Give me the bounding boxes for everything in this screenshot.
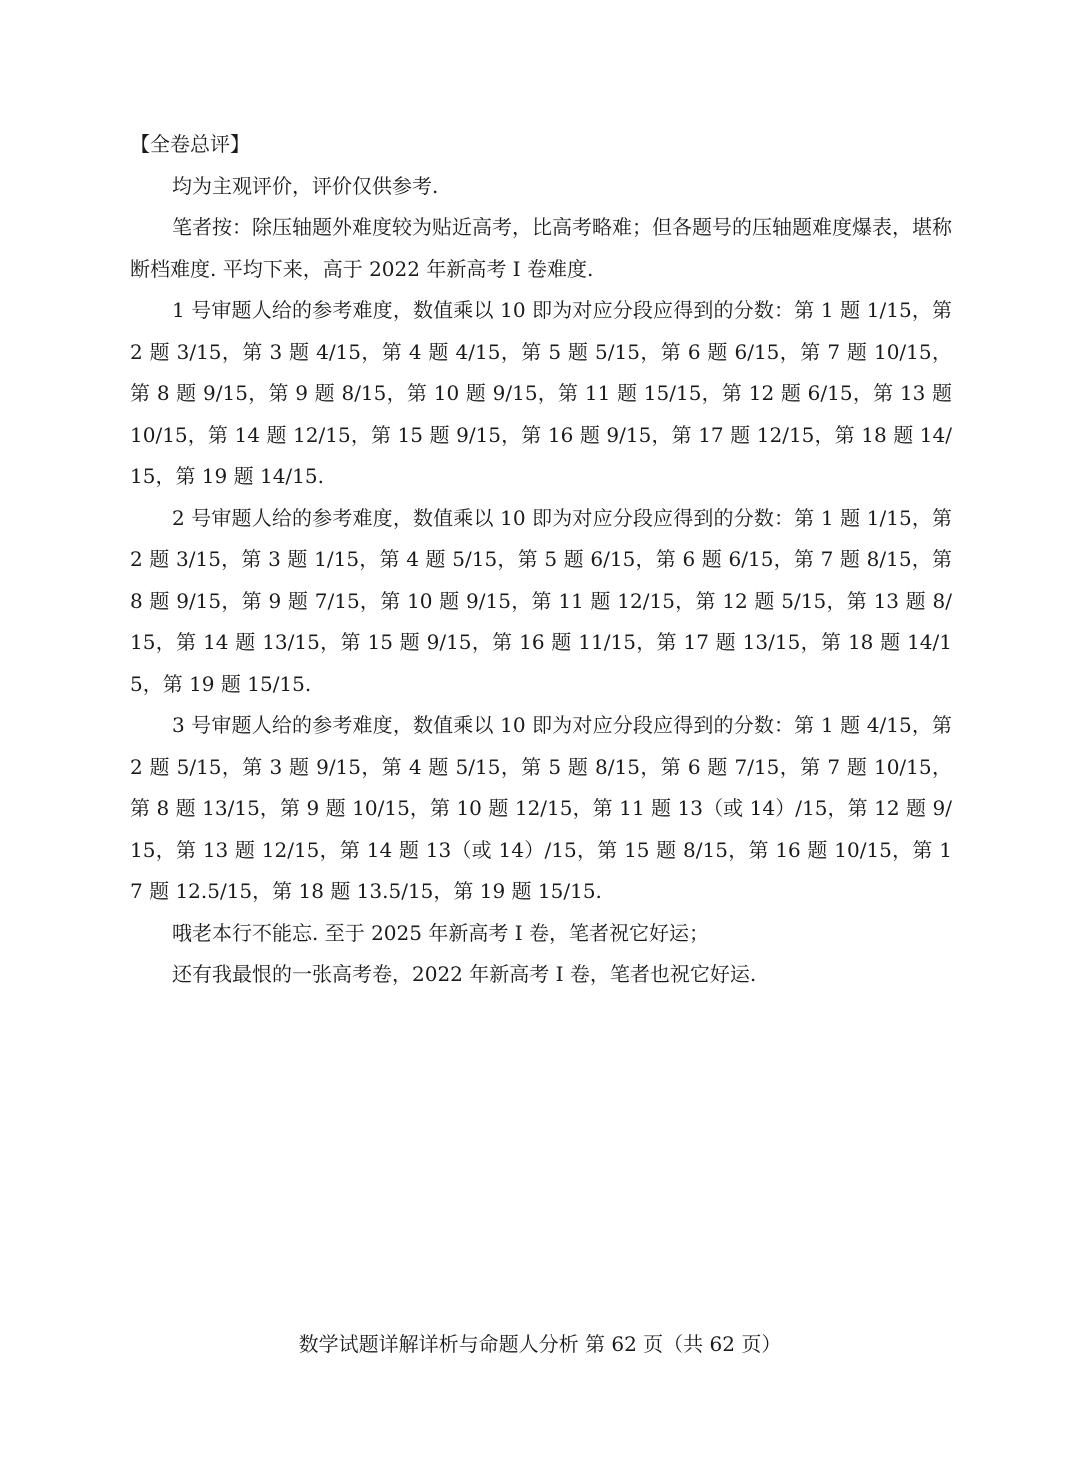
paragraph-disclaimer: 均为主观评价，评价仅供参考. [172, 173, 439, 198]
paragraph-closing-1: 哦老本行不能忘. 至于 2025 年新高考 I 卷，笔者祝它好运； [172, 920, 709, 945]
document-body [130, 124, 952, 996]
paragraph-reviewer-2: 2 号审题人给的参考难度，数值乘以 10 即为对应分段应得到的分数：第 1 题 1/15，第 2 题 3/15，第 3 题 1/15，第 4 题 5/15，第 5 题 6/15，第 6 题 6/15，第 7 题 8/15，第 8 题 9/15，第 9 题 7/15，第 10 题 9/15，第 11 题 12/15，第 12 题 5/15，第 13 题 8/15，第 14 题 13/15，第 15 题 9/15，第 16 题 11/15，第 17 题 13/15，第 18 题 14/15，第 19 题 15/15. [130, 505, 952, 696]
page-footer: 数学试题详解详析与命题人分析 第 62 页（共 62 页） [298, 1332, 782, 1356]
paragraph-author-note: 笔者按：除压轴题外难度较为贴近高考，比高考略难；但各题号的压轴题难度爆表，堪称断档难度. 平均下来，高于 2022 年新高考 I 卷难度. [130, 215, 952, 281]
paragraph-reviewer-3: 3 号审题人给的参考难度，数值乘以 10 即为对应分段应得到的分数：第 1 题 4/15，第 2 题 5/15，第 3 题 9/15，第 4 题 5/15，第 5 题 8/15，第 6 题 7/15，第 7 题 10/15，第 8 题 13/15，第 9 题 10/15，第 10 题 12/15，第 11 题 13（或 14）/15，第 12 题 9/15，第 13 题 12/15，第 14 题 13（或 14）/15，第 15 题 8/15，第 16 题 10/15，第 17 题 12.5/15，第 18 题 13.5/15，第 19 题 15/15. [130, 713, 952, 903]
paragraph-closing-2: 还有我最恨的一张高考卷，2022 年新高考 I 卷，笔者也祝它好运. [172, 962, 757, 986]
section-title: 【全卷总评】 [130, 132, 250, 156]
paragraph-reviewer-1: 1 号审题人给的参考难度，数值乘以 10 即为对应分段应得到的分数：第 1 题 1/15，第 2 题 3/15，第 3 题 4/15，第 4 题 4/15，第 5 题 5/15，第 6 题 6/15，第 7 题 10/15，第 8 题 9/15，第 9 题 8/15，第 10 题 9/15，第 11 题 15/15，第 12 题 6/15，第 13 题 10/15，第 14 题 12/15，第 15 题 9/15，第 16 题 9/15，第 17 题 12/15，第 18 题 14/15，第 19 题 14/15. [130, 298, 952, 488]
